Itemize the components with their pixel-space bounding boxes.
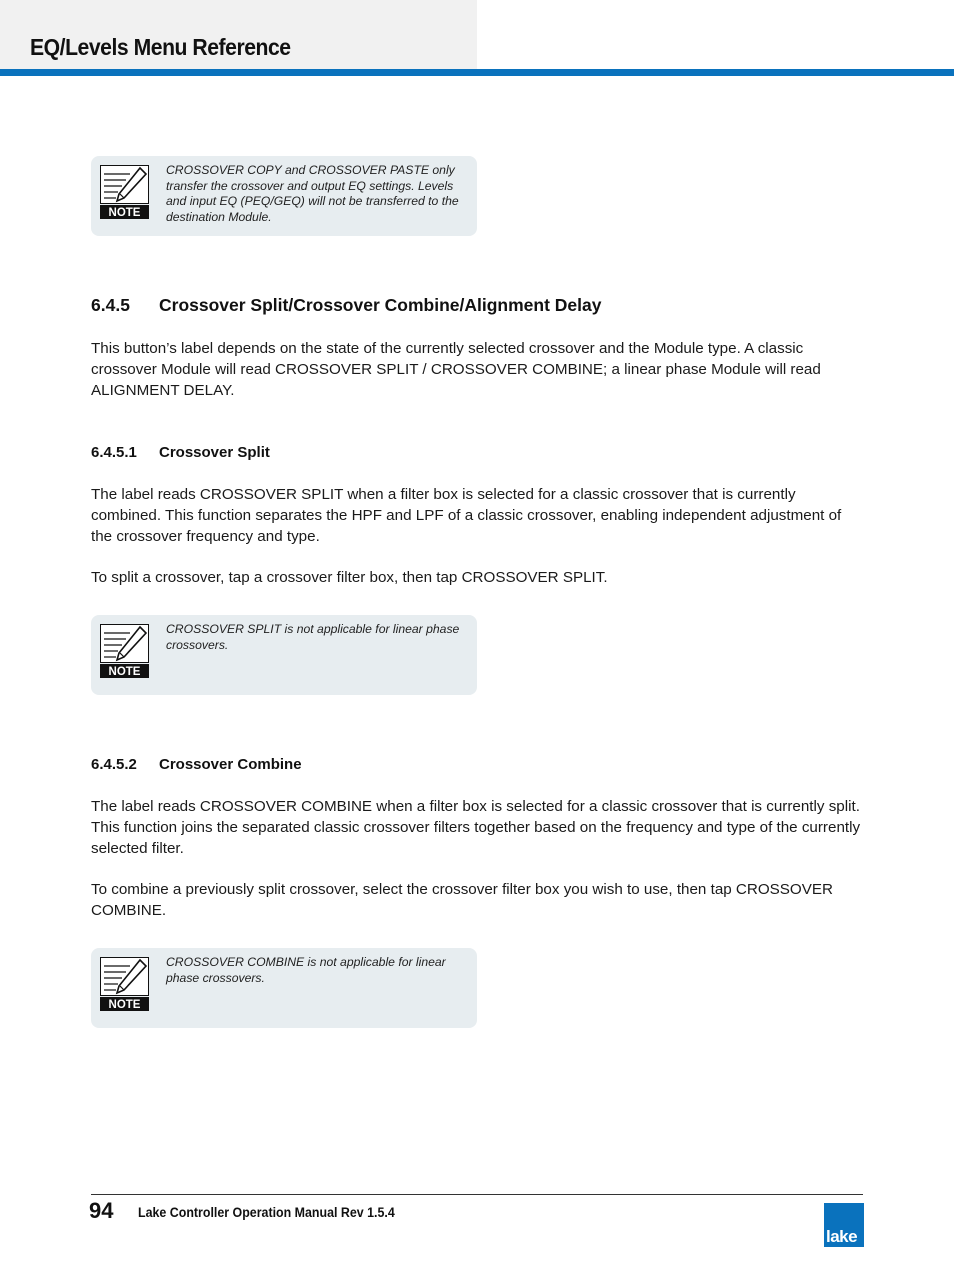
paragraph: The label reads CROSSOVER COMBINE when a filter box is selected for a classic crossover that is currently split. This function joins the separated classic crossover filters together based on the frequency and type of the currently selected filter. [91,798,861,857]
section-number: 6.4.5 [91,295,130,315]
note-text: CROSSOVER SPLIT is not applicable for linear phase crossovers. [166,622,460,652]
note-badge: NOTE [108,207,141,219]
paragraph: The label reads CROSSOVER SPLIT when a filter box is selected for a classic crossover that is currently combined. This function separates the HPF and LPF of a classic crossover, enabling independent adjustment of the crossover frequency and type. [91,486,842,545]
note-badge: NOTE [108,666,141,678]
note-box [91,156,477,236]
note-box [91,615,477,695]
subsection-number: 6.4.5.1 [91,444,137,461]
section-intro: This button’s label depends on the state of the currently selected crossover and the Module type. A classic crossover Module will read CROSSOVER SPLIT / CROSSOVER COMBINE; a linear phase Module will read ALIGNMENT DELAY. [91,340,821,399]
subsection-number: 6.4.5.2 [91,756,137,773]
lake-logo [824,1203,864,1247]
footer-rule [91,1194,863,1195]
note-pencil-icon [100,165,149,219]
section-title: Crossover Split/Crossover Combine/Alignment Delay [159,295,602,315]
subsection-heading [91,444,270,461]
note-badge: NOTE [108,999,141,1011]
note-pencil-icon [100,624,149,678]
manual-title: Lake Controller Operation Manual Rev 1.5.4 [138,1205,395,1220]
section-heading [91,295,601,316]
logo-text: lake [826,1227,858,1246]
note-text: CROSSOVER COMBINE is not applicable for linear phase crossovers. [166,955,446,985]
page-number: 94 [89,1198,114,1223]
note-box [91,948,477,1028]
subsection-heading [91,756,302,773]
header-rule [0,69,954,76]
paragraph: To combine a previously split crossover, select the crossover filter box you wish to use, then tap CROSSOVER COMBINE. [91,881,833,919]
paragraph: To split a crossover, tap a crossover filter box, then tap CROSSOVER SPLIT. [91,569,608,586]
note-pencil-icon [100,957,149,1011]
subsection-title: Crossover Split [159,444,270,461]
page-title: EQ/Levels Menu Reference [30,34,291,60]
subsection-title: Crossover Combine [159,756,302,773]
note-text: CROSSOVER COPY and CROSSOVER PASTE only transfer the crossover and output EQ settings. Levels and input EQ (PEQ/GEQ) will not be transferred to the destination Module. [166,163,459,224]
